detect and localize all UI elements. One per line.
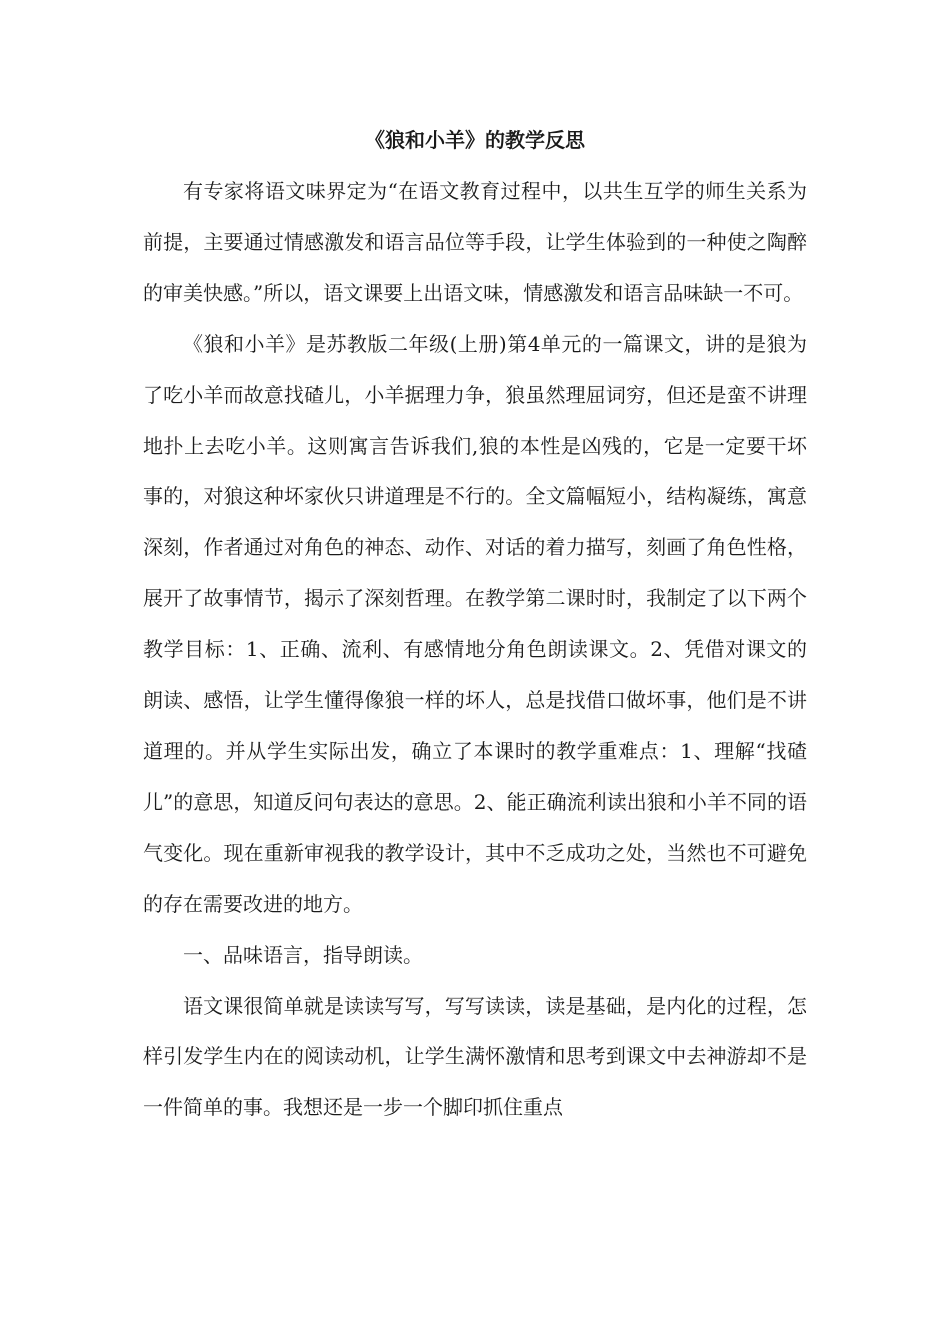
paragraph: 有专家将语文味界定为“在语文教育过程中，以共生互学的师生关系为前提，主要通过情感激发和语言品位等手段，让学生体验到的一种使之陶醉的审美快感。”所以，语文课要上出语文味，情感激发和语言品味缺一不可。 <box>143 179 807 305</box>
paragraph: 语文课很简单就是读读写写，写写读读，读是基础，是内化的过程，怎样引发学生内在的阅读动机，让学生满怀激情和思考到课文中去神游却不是一件简单的事。我想还是一步一个脚印抓住重点 <box>143 993 807 1120</box>
paragraph: 《狼和小羊》是苏教版二年级(上册)第4单元的一篇课文，讲的是狼为了吃小羊而故意找碴儿，小羊据理力争，狼虽然理屈词穷，但还是蛮不讲理地扑上去吃小羊。这则寓言告诉我们,狼的本性是凶残的，它是一定要干坏事的，对狼这种坏家伙只讲道理是不行的。全文篇幅短小，结构凝练，寓意深刻，作者通过对角色的神态、动作、对话的着力描写，刻画了角色性格，展开了故事情节，揭示了深刻哲理。在教学第二课时时，我制定了以下两个教学目标：1、正确、流利、有感情地分角色朗读课文。2、凭借对课文的朗读、感悟，让学生懂得像狼一样的坏人，总是找借口做坏事，他们是不讲道理的。并从学生实际出发，确立了本课时的教学重难点：1、理解“找碴儿”的意思，知道反问句表达的意思。2、能正确流利读出狼和小羊不同的语气变化。现在重新审视我的教学设计，其中不乏成功之处，当然也不可避免的存在需要改进的地方。 <box>143 331 807 916</box>
document-body <box>143 166 807 1133</box>
section-heading: 一、品味语言，指导朗读。 <box>183 942 423 967</box>
document-title: 《狼和小羊》的教学反思 <box>365 128 585 152</box>
